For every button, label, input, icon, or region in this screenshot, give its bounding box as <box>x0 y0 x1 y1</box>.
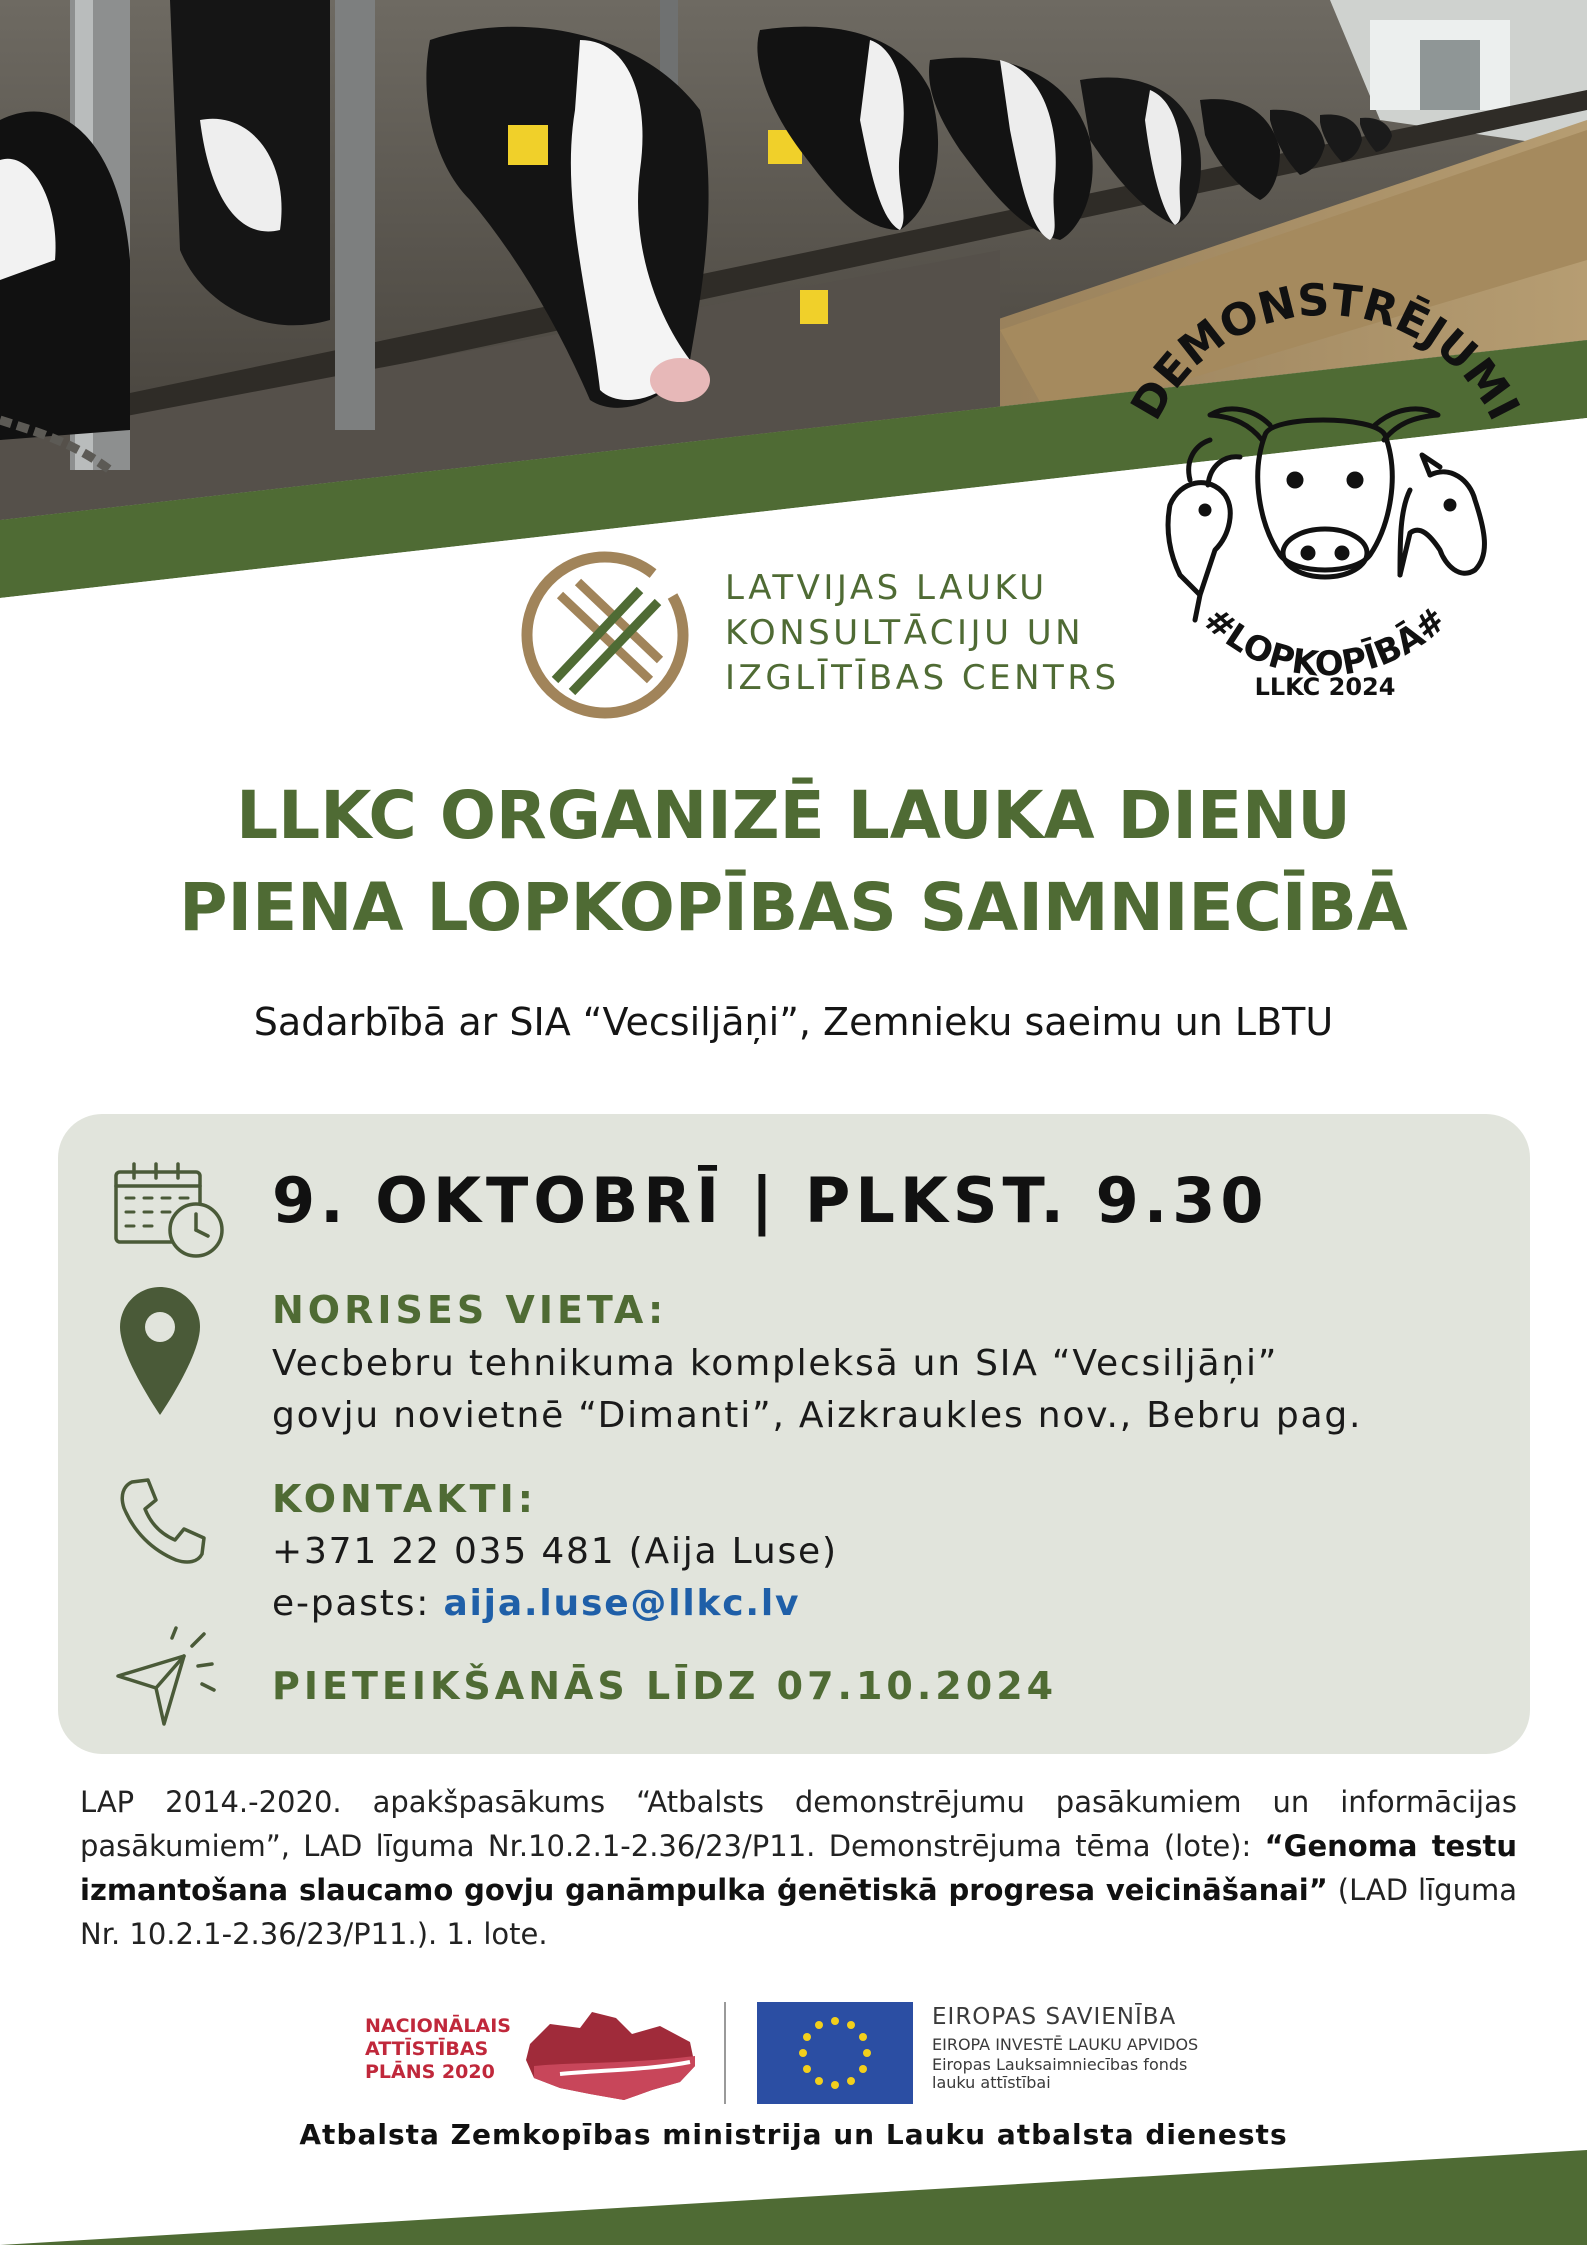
badge-year-text: LLKC 2024 <box>1254 673 1396 701</box>
support-statement: Atbalsta Zemkopības ministrija un Lauku atbalsta dienests <box>299 2118 1288 2151</box>
organization-name-line: IZGLĪTĪBAS CENTRS <box>725 658 1120 698</box>
llkc-logo-icon <box>510 540 700 730</box>
registration-deadline: PIETEIKŠANĀS LĪDZ 07.10.2024 <box>272 1664 1058 1708</box>
legal-text-part-2: (LAD līguma Nr. 10.2.1-2.36/23/P11.). 1. lote. <box>80 1873 1517 1951</box>
legal-text-part-1: LAP 2014.-2020. apakšpasākums “Atbalsts demonstrējumu pasākumiem un informācijas pasākumiem”, LAD līguma Nr.10.2.1-2.36/23/P11. Demonstrējuma tēma (lote): <box>80 1785 1517 1863</box>
nap-logo-line: ATTĪSTĪBAS <box>365 2038 489 2060</box>
nap-logo-text <box>365 2015 511 2084</box>
page-title-line-1: LLKC ORGANIZĒ LAUKA DIENU <box>236 777 1351 854</box>
location-pin-icon <box>120 1287 200 1415</box>
legal-notice <box>80 1780 1517 1956</box>
location-label: NORISES VIETA: <box>272 1288 668 1332</box>
phone-icon <box>118 1476 208 1566</box>
event-date-time: 9. OKTOBRĪ | PLKST. 9.30 <box>272 1164 1269 1237</box>
eu-fund-line-1: Eiropas Lauksaimniecības fonds <box>932 2055 1188 2074</box>
location-address-line-2: govju novietnē “Dimanti”, Aizkraukles nov., Bebru pag. <box>272 1395 1363 1436</box>
contact-phone: +371 22 035 481 (Aija Luse) <box>272 1531 838 1572</box>
email-link[interactable]: aija.luse@llkc.lv <box>443 1583 801 1624</box>
organization-name-line: KONSULTĀCIJU UN <box>725 613 1085 653</box>
subtitle: Sadarbībā ar SIA “Vecsiljāņi”, Zemnieku saeimu un LBTU <box>253 1000 1334 1044</box>
bottom-green-band <box>0 2140 1587 2245</box>
footer-separator <box>724 2002 726 2104</box>
eu-fund-line-2: lauku attīstībai <box>932 2073 1051 2092</box>
eu-flag-icon <box>757 2002 913 2104</box>
livestock-badge-icon <box>1168 409 1484 620</box>
eu-slogan: EIROPA INVESTĒ LAUKU APVIDOS <box>932 2035 1199 2054</box>
send-arrow-icon <box>112 1626 220 1730</box>
latvia-map-icon <box>520 2004 700 2104</box>
email-prefix: e-pasts: <box>272 1583 444 1624</box>
page-title-line-2: PIENA LOPKOPĪBAS SAIMNIECĪBĀ <box>179 869 1408 946</box>
nap-logo-line: NACIONĀLAIS <box>365 2015 511 2037</box>
badge-top-text: DEMONSTRĒJUMI <box>1121 275 1530 429</box>
eu-logo-text <box>932 2000 1198 2092</box>
location-address-line-1: Vecbebru tehnikuma kompleksā un SIA “Vecsiljāņi” <box>272 1343 1279 1384</box>
contacts-label: KONTAKTI: <box>272 1477 537 1521</box>
eu-title: EIROPAS SAVIENĪBA <box>932 2004 1177 2030</box>
nap-logo-line: PLĀNS 2020 <box>365 2061 495 2083</box>
page-title <box>0 770 1587 954</box>
organization-name <box>725 566 1120 701</box>
badge-bottom-text: #LOPKOPĪBĀ# <box>1195 599 1455 685</box>
calendar-clock-icon <box>112 1160 228 1260</box>
livestock-badge <box>1100 275 1550 725</box>
contact-email-line <box>272 1578 800 1630</box>
organization-name-line: LATVIJAS LAUKU <box>725 568 1048 608</box>
demonstration-topic: “Genoma testu izmantošana slaucamo govju ganāmpulka ģenētiskā progresa veicināšanai” <box>80 1829 1517 1907</box>
